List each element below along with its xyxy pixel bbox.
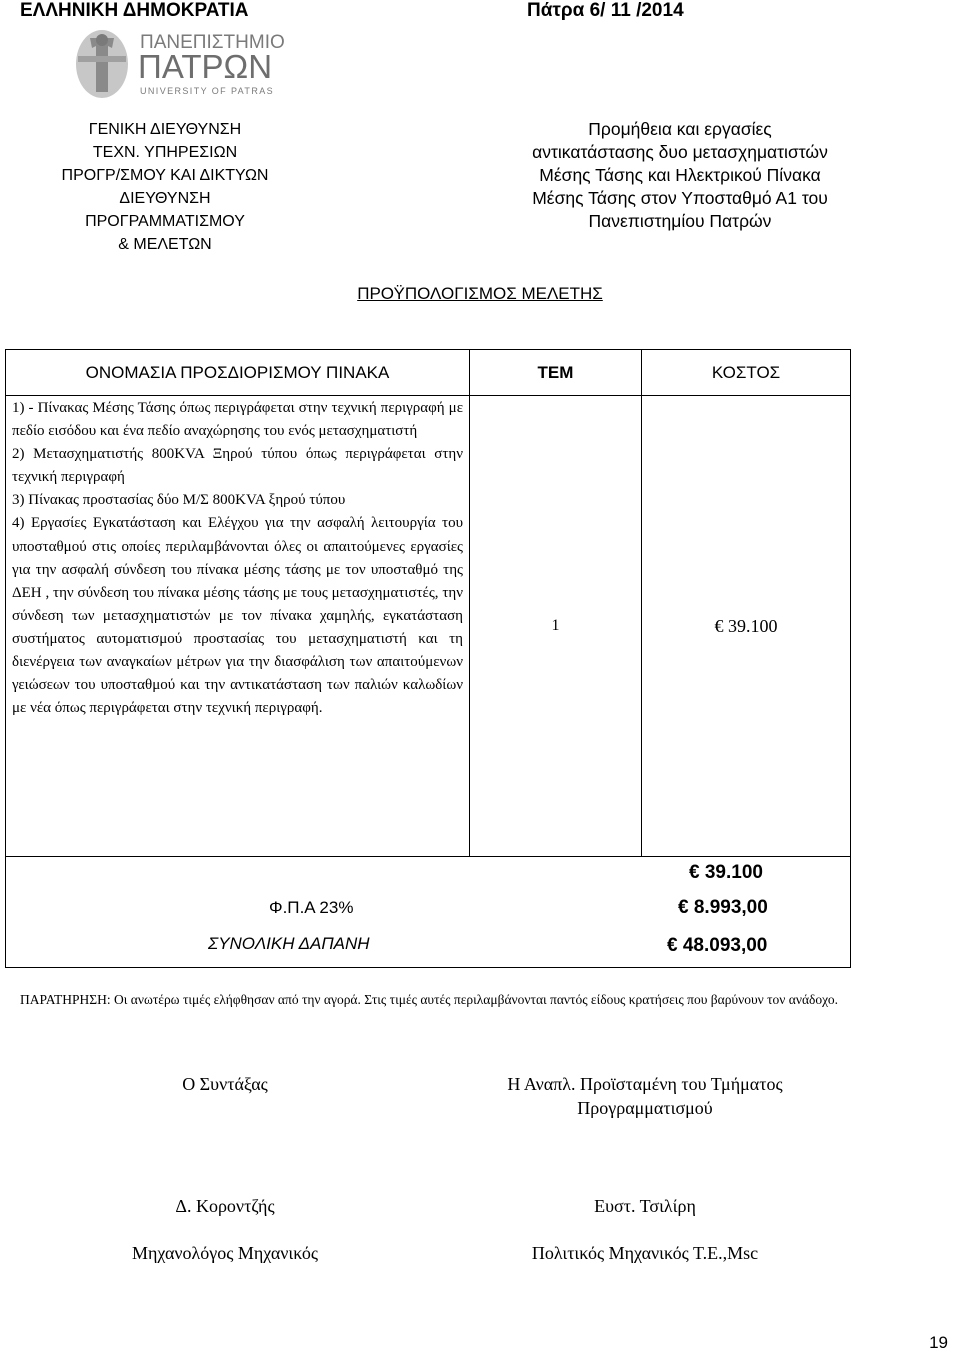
country-header: ΕΛΛΗΝΙΚΗ ΔΗΜΟΚΡΑΤΙΑ: [20, 0, 249, 21]
dept-line: ΔΙΕΥΘΥΝΣΗ: [119, 190, 211, 207]
approver-role-2: Προγραμματισμού: [577, 1098, 713, 1118]
dept-line: ΠΡΟΓΡ/ΣΜΟΥ ΚΑΙ ΔΙΚΤΥΩΝ: [61, 167, 269, 184]
subject-line: Μέσης Τάσης στον Υποσταθμό Α1 του: [532, 188, 828, 208]
total-value: € 48.093,00: [667, 935, 768, 956]
item-1: 1) - Πίνακας Μέσης Τάσης όπως περιγράφεται στην τεχνική περιγραφή με πεδίο εισόδου και ένα πεδίο αναχώρησης του ενός μετασχηματιστή: [12, 400, 463, 440]
cost-cell: € 39.100: [642, 396, 851, 857]
dept-line: ΓΕΝΙΚΗ ΔΙΕΥΘΥΝΣΗ: [88, 121, 242, 138]
table-header-row: [6, 350, 851, 396]
header-tem: ΤΕΜ: [470, 350, 642, 396]
description-cell: [6, 396, 470, 857]
budget-table: [5, 349, 851, 968]
document-title: [0, 284, 960, 304]
subject-line: αντικατάστασης δυο μετασχηματιστών: [532, 142, 828, 162]
logo-line-1: ΠΑΝΕΠΙΣΤΗΜΙΟ: [140, 32, 285, 53]
title-text: ΠΡΟΫΠΟΛΟΓΙΣΜΟΣ ΜΕΛΕΤΗΣ: [357, 284, 603, 303]
university-logo: [70, 26, 310, 102]
subject-block: [490, 118, 870, 233]
vat-label: Φ.Π.Α 23%: [269, 898, 354, 917]
date-header: Πάτρα 6/ 11 /2014: [527, 0, 684, 21]
dept-line: ΤΕΧΝ. ΥΠΗΡΕΣΙΩΝ: [92, 144, 238, 161]
logo-emblem: [76, 30, 128, 98]
dept-line: ΠΡΟΓΡΑΜΜΑΤΙΣΜΟΥ: [85, 213, 245, 230]
approver-name: Ευστ. Τσιλίρη: [594, 1196, 696, 1216]
subject-line: Προμήθεια και εργασίες: [588, 119, 772, 139]
approver-title: Πολιτικός Μηχανικός Τ.Ε.,Msc: [531, 1243, 759, 1263]
department-block: [40, 118, 290, 256]
item-4: 4) Εργασίες Εγκατάσταση και Ελέγχου για την ασφαλή λειτουργία του υποσταθμού στις οποίες περιλαμβάνονται όλες οι απαιτούμενες εργασίες για την ασφαλή σύνδεση του πίνακα μέσης τάσης με τον υποσταθμό της ΔΕΗ , την σύνδεση του πίνακα μέσης τάσης με τους μετασχηματιστές, την σύνδεση των μετασχηματιστών με τον πίνακα χαμηλής, εγκατάσταση συστήματος αυτοματισμού προστασίας του μετασχηματιστή και τη διενέργεια των αναγκαίων μέτρων για την διασφάλιση των απαιτούμενων γειώσεων του υποσταθμού και την αντικατάσταση των παλιών καλωδίων με νέα όπως περιγράφεται στην τεχνική περιγραφή.: [12, 515, 463, 717]
author-role: Ο Συντάξας: [182, 1074, 268, 1094]
vat-value: € 8.993,00: [678, 897, 768, 918]
totals-row: [6, 857, 851, 968]
page-number: 19: [929, 1333, 948, 1352]
logo-line-3: UNIVERSITY OF PATRAS: [140, 86, 275, 96]
item-2: 2) Μετασχηματιστής 800KVA Ξηρού τύπου όπως περιγράφεται στην τεχνική περιγραφή: [12, 446, 463, 486]
item-3: 3) Πίνακας προστασίας δύο Μ/Σ 800KVA ξηρού τύπου: [12, 492, 346, 509]
header-name: ΟΝΟΜΑΣΙΑ ΠΡΟΣΔΙΟΡΙΣΜΟΥ ΠΙΝΑΚΑ: [6, 350, 470, 396]
author-title: Μηχανολόγος Μηχανικός: [131, 1243, 319, 1263]
quantity-cell: 1: [470, 396, 642, 857]
logo-line-2: ΠΑΤΡΩΝ: [138, 48, 273, 85]
subject-line: Μέσης Τάσης και Ηλεκτρικού Πίνακα: [539, 165, 821, 185]
totals-cell: [6, 857, 851, 968]
dept-line: & ΜΕΛΕΤΩΝ: [118, 236, 212, 253]
author-name: Δ. Κοροντζής: [175, 1196, 275, 1216]
table-row: [6, 396, 851, 857]
subject-line: Πανεπιστημίου Πατρών: [588, 211, 772, 231]
total-label: ΣΥΝΟΛΙΚΗ ΔΑΠΑΝΗ: [208, 934, 370, 953]
approver-role-1: Η Αναπλ. Προϊσταμένη του Τμήματος: [507, 1074, 783, 1094]
header-cost: ΚΟΣΤΟΣ: [642, 350, 851, 396]
remark-note: ΠΑΡΑΤΗΡΗΣΗ: Οι ανωτέρω τιμές ελήφθησαν από την αγορά. Στις τιμές αυτές περιλαμβάνονται παντός είδους κρατήσεις που βαρύνουν τον ανάδοχο.: [20, 992, 838, 1007]
subtotal-value: € 39.100: [689, 862, 763, 883]
